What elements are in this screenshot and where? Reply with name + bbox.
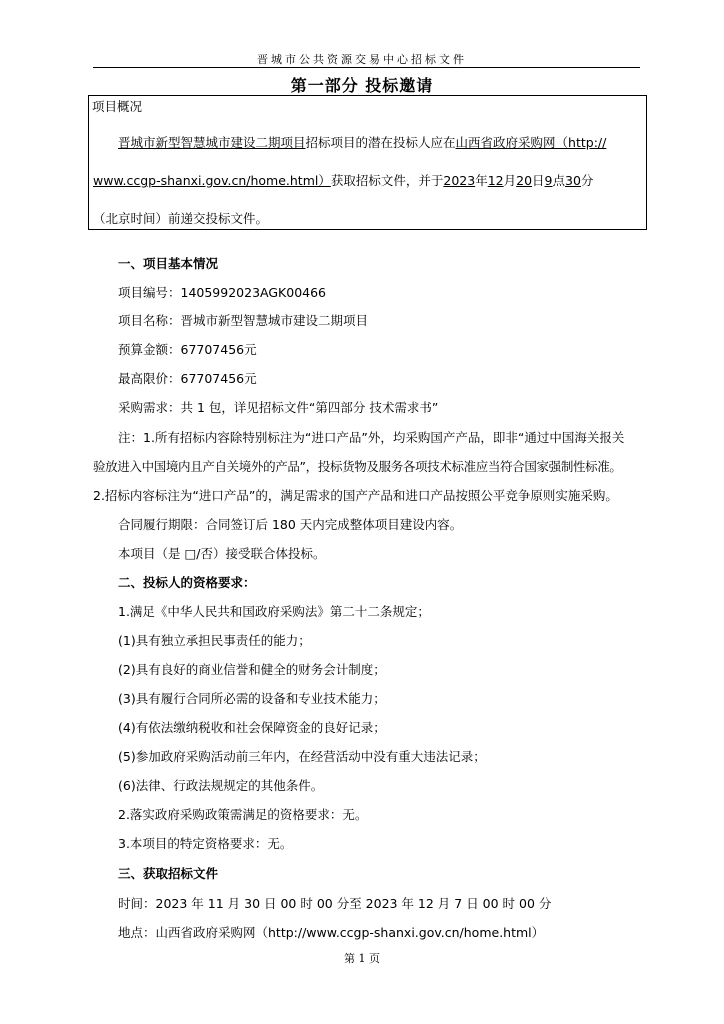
deadline-minute: 30 bbox=[565, 173, 581, 188]
overview-line-3: （北京时间）前递交投标文件。 bbox=[93, 211, 269, 226]
site-url-underlined: www.ccgp-shanxi.gov.cn/home.html） bbox=[93, 173, 331, 188]
project-name-underlined: 晋城市新型智慧城市建设二期项目 bbox=[118, 135, 306, 150]
obtain-docs-heading: 三、获取招标文件 bbox=[118, 866, 219, 881]
project-number: 项目编号：1405992023AGK00466 bbox=[118, 285, 327, 300]
obtain-place: 地点：山西省政府采购网（http://www.ccgp-shanxi.gov.cn/home.html） bbox=[118, 925, 545, 940]
qualification-sub-4: (4)有依法缴纳税收和社会保障资金的良好记录； bbox=[118, 720, 386, 735]
qualification-sub-5: (5)参加政府采购活动前三年内，在经营活动中没有重大违法记录； bbox=[118, 749, 486, 764]
qualification-item-1: 1.满足《中华人民共和国政府采购法》第二十二条规定； bbox=[118, 604, 430, 619]
header-rule bbox=[93, 67, 640, 68]
procurement-requirement: 采购需求：共 1 包，详见招标文件“第四部分 技术需求书” bbox=[118, 400, 439, 415]
qualification-sub-2: (2)具有良好的商业信誉和健全的财务会计制度； bbox=[118, 662, 386, 677]
deadline-day: 20 bbox=[516, 173, 533, 188]
overview-line-1: 晋城市新型智慧城市建设二期项目招标项目的潜在投标人应在山西省政府采购网（http:// bbox=[118, 135, 607, 150]
deadline-hour: 9 bbox=[544, 173, 553, 188]
site-name-underlined: 山西省政府采购网（http:// bbox=[455, 135, 607, 150]
obtain-time: 时间：2023 年 11 月 30 日 00 时 00 分至 2023 年 12 月 7 日 00 时 00 分 bbox=[118, 896, 552, 911]
qualification-item-3: 3.本项目的特定资格要求：无。 bbox=[118, 836, 293, 851]
qualification-sub-1: (1)具有独立承担民事责任的能力； bbox=[118, 633, 311, 648]
qualification-sub-3: (3)具有履行合同所必需的设备和专业技术能力； bbox=[118, 691, 386, 706]
basic-info-heading: 一、项目基本情况 bbox=[118, 256, 219, 271]
overview-line-2: www.ccgp-shanxi.gov.cn/home.html）获取招标文件，并于2023年12月20日9点30分 bbox=[93, 173, 594, 188]
section-title: 第一部分 投标邀请 bbox=[290, 76, 434, 95]
note-line-1: 注：1.所有招标内容除特别标注为“进口产品”外，均采购国产产品，即非“通过中国海关报关 bbox=[118, 430, 625, 445]
note-line-2: 验放进入中国境内且产自关境外的产品”，投标货物及服务各项技术标准应当符合国家强制性标准。 bbox=[93, 459, 622, 474]
qualifications-heading: 二、投标人的资格要求： bbox=[118, 575, 256, 590]
overview-heading: 项目概况 bbox=[92, 99, 143, 114]
running-header: 晋城市公共资源交易中心招标文件 bbox=[257, 53, 467, 66]
deadline-year: 2023 bbox=[443, 173, 476, 188]
budget-amount: 预算金额：67707456元 bbox=[118, 342, 257, 357]
max-price: 最高限价：67707456元 bbox=[118, 371, 257, 386]
page-number: 第 1 页 bbox=[344, 952, 380, 965]
note-line-3: 2.招标内容标注为“进口产品”的，满足需求的国产产品和进口产品按照公平竞争原则实施采购。 bbox=[93, 488, 618, 503]
project-name: 项目名称：晋城市新型智慧城市建设二期项目 bbox=[118, 313, 369, 328]
qualification-sub-6: (6)法律、行政法规规定的其他条件。 bbox=[118, 778, 324, 793]
qualification-item-2: 2.落实政府采购政策需满足的资格要求：无。 bbox=[118, 807, 368, 822]
consortium-statement: 本项目（是 □/否）接受联合体投标。 bbox=[118, 546, 326, 561]
contract-period: 合同履行期限：合同签订后 180 天内完成整体项目建设内容。 bbox=[118, 517, 463, 532]
deadline-month: 12 bbox=[487, 173, 504, 188]
